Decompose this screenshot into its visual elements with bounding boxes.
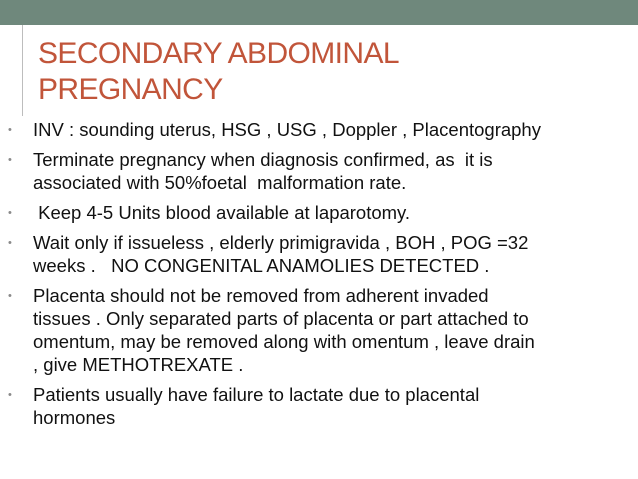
bullet-item-placenta — [8, 285, 633, 376]
bullet-dot-icon: • — [8, 290, 12, 303]
bullet-item-terminate — [8, 149, 633, 195]
slide-title — [38, 36, 618, 108]
bullet-list — [8, 119, 633, 430]
bullet-text: Patients usually have failure to lactate due to placental hormones — [33, 383, 480, 428]
bullet-text: Wait only if issueless , elderly primigravida , BOH , POG =32 weeks . NO CONGENITAL ANAMOLIES DETECTED . — [33, 232, 529, 277]
bullet-item-wait — [8, 232, 633, 278]
bullet-dot-icon: • — [8, 207, 12, 220]
bullet-dot-icon: • — [8, 124, 12, 136]
slide-title-line-2: PREGNANCY — [38, 73, 223, 106]
slide-title-line-1: SECONDARY ABDOMINAL — [38, 37, 399, 70]
bullet-text: Keep 4-5 Units blood available at laparotomy. — [33, 202, 411, 224]
bullet-text: Terminate pregnancy when diagnosis confirmed, as it is associated with 50%foetal malformation rate. — [33, 149, 493, 193]
bullet-text: INV : sounding uterus, HSG , USG , Doppler , Placentography — [33, 119, 541, 140]
bullet-dot-icon: • — [8, 154, 12, 167]
bullet-item-investigations — [8, 119, 633, 142]
title-side-rule — [22, 25, 23, 116]
bullet-dot-icon: • — [8, 237, 12, 250]
bullet-dot-icon: • — [8, 388, 12, 401]
bullet-item-blood — [8, 202, 633, 225]
bullet-item-lactation — [8, 384, 633, 430]
bullet-text: Placenta should not be removed from adherent invaded tissues . Only separated parts of placenta or part attached to omentum, may be removed along with omentum , leave drain , give METHOTREXATE . — [33, 285, 535, 375]
top-accent-bar — [0, 0, 638, 25]
